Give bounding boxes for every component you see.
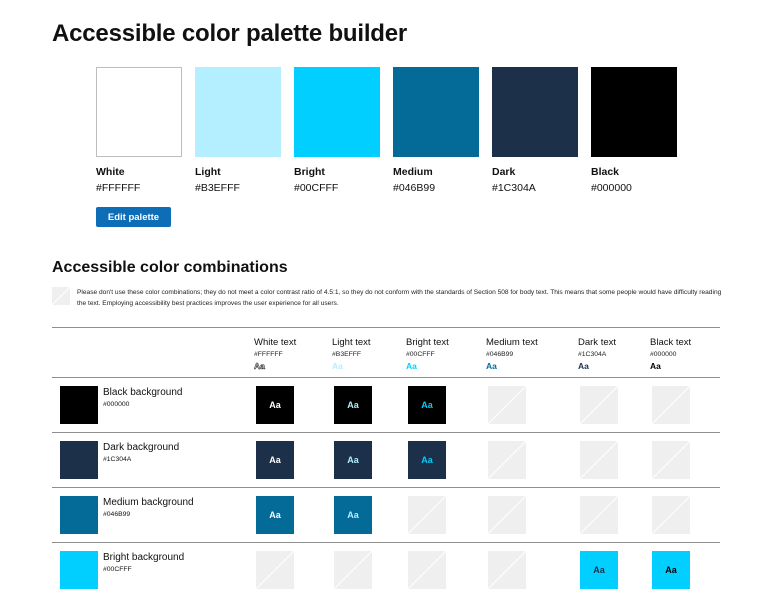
combo-cell-black-background-medium-text [488, 386, 526, 424]
column-sample-black-text: Aa [650, 361, 661, 371]
combo-cell-dark-background-white-text[interactable]: Aa [256, 441, 294, 479]
combo-cell-bright-background-bright-text [408, 551, 446, 589]
not-accessible-icon [488, 551, 526, 589]
column-label-white-text: White text [254, 337, 297, 348]
combo-cell-bright-background-light-text [334, 551, 372, 589]
combo-cell-dark-background-dark-text [580, 441, 618, 479]
combinations-title: Accessible color combinations [52, 259, 288, 276]
palette-item-dark[interactable] [492, 67, 578, 194]
row-swatch-medium-background [60, 496, 98, 534]
row-label-bright-background: Bright background [103, 552, 185, 563]
column-hex-light-text: #B3EFFF [332, 351, 362, 358]
edit-palette-button[interactable]: Edit palette [96, 207, 171, 227]
not-accessible-icon [652, 496, 690, 534]
row-label-dark-background: Dark background [103, 442, 180, 453]
column-header-bright-text [406, 337, 486, 371]
column-hex-dark-text: #1C304A [578, 351, 607, 358]
combo-cell-medium-background-light-text[interactable]: Aa [334, 496, 372, 534]
combo-cell-bright-background-black-text[interactable]: Aa [652, 551, 690, 589]
row-divider-dark-background [52, 432, 720, 433]
combo-cell-medium-background-medium-text [488, 496, 526, 534]
palette-item-black[interactable] [591, 67, 677, 194]
row-hex-black-background: #000000 [103, 401, 130, 408]
not-accessible-icon [580, 441, 618, 479]
not-accessible-icon [488, 386, 526, 424]
palette-hex-bright: #00CFFF [294, 182, 339, 194]
palette-hex-light: #B3EFFF [195, 182, 240, 194]
palette-swatch-dark[interactable] [492, 67, 578, 157]
combo-cell-dark-background-light-text[interactable]: Aa [334, 441, 372, 479]
column-hex-black-text: #000000 [650, 351, 677, 358]
column-hex-white-text: #FFFFFF [254, 351, 283, 358]
combo-cell-medium-background-bright-text [408, 496, 446, 534]
combo-cell-black-background-white-text[interactable]: Aa [256, 386, 294, 424]
row-label-black-background: Black background [103, 387, 183, 398]
not-accessible-icon [408, 496, 446, 534]
palette-name-black: Black [591, 166, 620, 178]
row-swatch-dark-background [60, 441, 98, 479]
not-accessible-icon [652, 386, 690, 424]
not-accessible-icon [652, 441, 690, 479]
column-sample-bright-text: Aa [406, 361, 417, 371]
palette-swatch-black[interactable] [591, 67, 677, 157]
column-header-black-text [650, 337, 730, 371]
column-label-black-text: Black text [650, 337, 692, 348]
column-header-medium-text [486, 337, 566, 371]
row-swatch-black-background [60, 386, 98, 424]
palette-hex-black: #000000 [591, 182, 632, 194]
palette-name-white: White [96, 166, 125, 178]
column-sample-dark-text: Aa [578, 361, 589, 371]
palette-name-medium: Medium [393, 166, 433, 178]
not-accessible-icon [488, 496, 526, 534]
palette-name-dark: Dark [492, 166, 516, 178]
palette-item-white[interactable] [96, 67, 182, 194]
not-accessible-icon [488, 441, 526, 479]
combo-cell-black-background-dark-text [580, 386, 618, 424]
palette-swatch-medium[interactable] [393, 67, 479, 157]
palette-swatch-bright[interactable] [294, 67, 380, 157]
not-accessible-icon [334, 551, 372, 589]
palette-name-bright: Bright [294, 166, 325, 178]
not-accessible-icon [256, 551, 294, 589]
palette-hex-medium: #046B99 [393, 182, 436, 194]
palette-item-medium[interactable] [393, 67, 479, 194]
row-hex-medium-background: #046B99 [103, 511, 131, 518]
row-swatch-bright-background [60, 551, 98, 589]
combo-cell-medium-background-dark-text [580, 496, 618, 534]
row-divider-bright-background [52, 542, 720, 543]
row-divider-medium-background [52, 487, 720, 488]
not-accessible-legend-swatch [52, 287, 70, 305]
combo-cell-dark-background-bright-text[interactable]: Aa [408, 441, 446, 479]
palette-swatch-light[interactable] [195, 67, 281, 157]
not-accessible-icon [580, 496, 618, 534]
row-hex-dark-background: #1C304A [103, 456, 132, 463]
combo-cell-bright-background-dark-text[interactable]: Aa [580, 551, 618, 589]
column-label-bright-text: Bright text [406, 337, 449, 348]
palette-hex-white: #FFFFFF [96, 182, 141, 194]
table-top-divider [52, 327, 720, 328]
column-header-white-text [254, 337, 334, 371]
page-title: Accessible color palette builder [52, 20, 408, 47]
column-hex-medium-text: #046B99 [486, 351, 514, 358]
column-header-dark-text [578, 337, 658, 371]
not-accessible-legend-text: Please don't use these color combinations; they do not meet a color contrast ratio of 4.5:1, so they do not conform with the standards of Section 508 for body text. This means that some people would have difficulty reading the text. Employing accessibility best practices improves the user experience for all users. [77, 289, 722, 307]
combo-cell-medium-background-white-text[interactable]: Aa [256, 496, 294, 534]
combo-cell-medium-background-black-text [652, 496, 690, 534]
combo-cell-black-background-light-text[interactable]: Aa [334, 386, 372, 424]
column-label-light-text: Light text [332, 337, 371, 348]
row-hex-bright-background: #00CFFF [103, 566, 132, 573]
row-label-medium-background: Medium background [103, 497, 194, 508]
combo-cell-dark-background-medium-text [488, 441, 526, 479]
column-hex-bright-text: #00CFFF [406, 351, 435, 358]
column-label-dark-text: Dark text [578, 337, 617, 348]
column-label-medium-text: Medium text [486, 337, 538, 348]
palette-item-bright[interactable] [294, 67, 380, 194]
palette-name-light: Light [195, 166, 221, 178]
combo-cell-black-background-black-text [652, 386, 690, 424]
combo-cell-bright-background-medium-text [488, 551, 526, 589]
palette-swatch-white[interactable] [96, 67, 182, 157]
palette-hex-dark: #1C304A [492, 182, 536, 194]
combo-cell-black-background-bright-text[interactable]: Aa [408, 386, 446, 424]
palette-item-light[interactable] [195, 67, 281, 194]
combo-cell-dark-background-black-text [652, 441, 690, 479]
not-accessible-icon [580, 386, 618, 424]
column-sample-white-text: Aa [254, 361, 265, 371]
combo-cell-bright-background-white-text [256, 551, 294, 589]
column-sample-medium-text: Aa [486, 361, 497, 371]
not-accessible-icon [408, 551, 446, 589]
column-header-light-text [332, 337, 412, 371]
row-divider-black-background [52, 377, 720, 378]
column-sample-light-text: Aa [332, 361, 343, 371]
